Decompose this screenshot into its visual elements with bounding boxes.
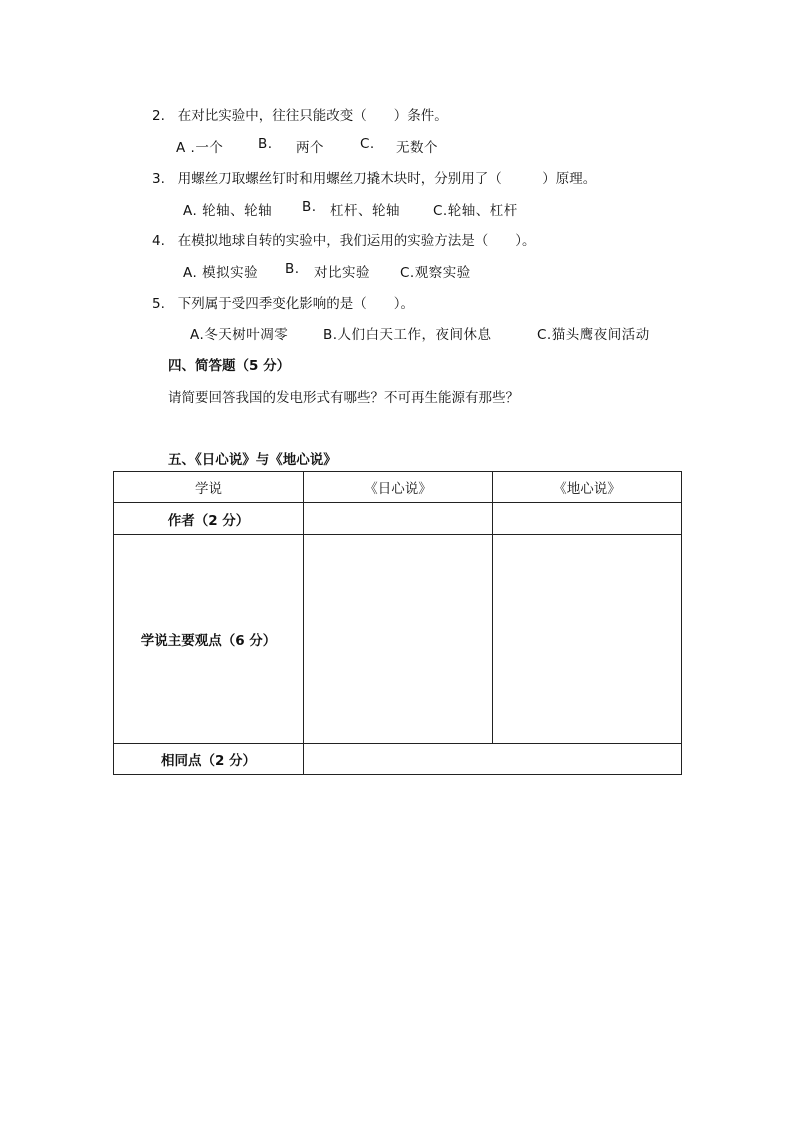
question-3 [152, 167, 596, 187]
question-4-option-b-label: B. [285, 261, 300, 277]
header-cell-theory: 学说 [114, 472, 304, 503]
question-2-option-b: 两个 [296, 140, 324, 156]
question-5 [152, 292, 414, 312]
question-4-option-b: 对比实验 [314, 265, 370, 281]
question-3-option-c: C.轮轴、杠杆 [433, 203, 518, 219]
question-number: 4. [152, 233, 165, 249]
answer-cell-author-geocentric[interactable] [493, 503, 682, 535]
section-4-question: 请简要回答我国的发电形式有哪些？不可再生能源有那些？ [168, 390, 519, 406]
question-5-option-b: B.人们白天工作，夜间休息 [323, 327, 492, 343]
question-2-option-c: 无数个 [396, 140, 438, 156]
answer-cell-author-heliocentric[interactable] [304, 503, 493, 535]
question-4-option-a: A. 模拟实验 [183, 265, 259, 281]
section-4-heading: 四、简答题（5 分） [168, 358, 291, 374]
question-5-option-c: C.猫头鹰夜间活动 [537, 327, 650, 343]
row-label-author: 作者（2 分） [114, 503, 304, 535]
question-text: 在对比实验中，往往只能改变（ ）条件。 [177, 108, 448, 124]
question-number: 3. [152, 171, 165, 187]
question-2-option-a: A .一个 [176, 140, 224, 156]
table-header-row [114, 472, 682, 503]
question-5-option-a: A.冬天树叶凋零 [190, 327, 289, 343]
row-label-views: 学说主要观点（6 分） [114, 535, 304, 744]
question-2 [152, 104, 448, 124]
comparison-table [113, 471, 682, 775]
table-row-views [114, 535, 682, 744]
table-row-author [114, 503, 682, 535]
question-text: 用螺丝刀取螺丝钉时和用螺丝刀撬木块时，分别用了（ ）原理。 [177, 171, 597, 187]
section-5-heading: 五、《日心说》与《地心说》 [168, 452, 337, 468]
answer-cell-common[interactable] [304, 744, 682, 775]
question-text: 在模拟地球自转的实验中，我们运用的实验方法是（ ）。 [177, 233, 536, 249]
header-cell-heliocentric: 《日心说》 [304, 472, 493, 503]
question-3-option-b-label: B. [302, 199, 317, 215]
question-2-option-c-label: C. [360, 136, 375, 152]
question-4-option-c: C.观察实验 [400, 265, 471, 281]
answer-cell-views-geocentric[interactable] [493, 535, 682, 744]
question-number: 5. [152, 296, 165, 312]
answer-cell-views-heliocentric[interactable] [304, 535, 493, 744]
question-text: 下列属于受四季变化影响的是（ ）。 [177, 296, 415, 312]
question-number: 2. [152, 108, 165, 124]
header-cell-geocentric: 《地心说》 [493, 472, 682, 503]
table-row-common [114, 744, 682, 775]
question-4 [152, 229, 536, 249]
question-3-option-a: A. 轮轴、轮轴 [183, 203, 273, 219]
question-2-option-b-label: B. [258, 136, 273, 152]
question-3-option-b: 杠杆、轮轴 [330, 203, 400, 219]
row-label-common: 相同点（2 分） [114, 744, 304, 775]
